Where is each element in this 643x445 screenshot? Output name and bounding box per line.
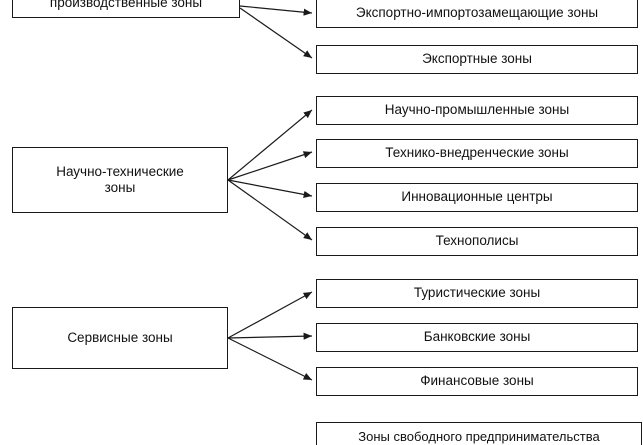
node-service-zones[interactable]	[12, 307, 228, 369]
node-technopolises-label: Технополисы	[435, 233, 519, 249]
node-production-zones[interactable]	[12, 0, 240, 18]
node-scientific-industrial-zones-label: Научно-промышленные зоны	[384, 102, 570, 118]
node-banking-zones[interactable]	[316, 323, 638, 352]
node-export-zones-label: Экспортные зоны	[422, 51, 532, 67]
node-financial-zones[interactable]	[316, 367, 638, 396]
node-scientific-technical-zones-label-line1: Научно-технические	[56, 163, 184, 179]
node-techno-implementation-zones-label: Технико-внедренческие зоны	[385, 145, 569, 161]
node-free-entrepreneurship-zones[interactable]	[316, 422, 642, 445]
node-scientific-technical-zones[interactable]	[12, 147, 228, 213]
node-techno-implementation-zones[interactable]	[316, 139, 638, 168]
connector-service-to-tourist	[228, 292, 312, 338]
connector-production-to-export-import	[240, 6, 312, 13]
node-scientific-technical-zones-label-line2: зоны	[104, 180, 136, 195]
node-export-import-substituting-zones[interactable]	[316, 0, 638, 28]
node-financial-zones-label: Финансовые зоны	[420, 373, 534, 389]
node-free-entrepreneurship-zones-label: Зоны свободного предпринимательства	[358, 428, 600, 444]
connector-scitech-to-techno-impl	[228, 152, 312, 180]
node-innovation-centers[interactable]	[316, 183, 638, 212]
connector-scitech-to-innovation	[228, 180, 312, 196]
connector-production-to-export	[240, 8, 312, 58]
node-service-zones-label: Сервисные зоны	[67, 329, 173, 345]
node-export-import-substituting-zones-label: Экспортно-импортозамещающие зоны	[355, 5, 599, 21]
node-tourist-zones[interactable]	[316, 279, 638, 308]
node-production-zones-label: производственные зоны	[49, 0, 203, 10]
connector-service-to-financial	[228, 338, 312, 380]
connector-scitech-to-technopolises	[228, 180, 312, 240]
connector-scitech-to-sci-industrial	[228, 110, 312, 180]
node-scientific-industrial-zones[interactable]	[316, 96, 638, 125]
node-banking-zones-label: Банковские зоны	[423, 329, 531, 345]
node-innovation-centers-label: Инновационные центры	[401, 189, 553, 205]
node-export-zones[interactable]	[316, 45, 638, 74]
connector-service-to-banking	[228, 336, 312, 338]
node-tourist-zones-label: Туристические зоны	[413, 285, 541, 301]
node-technopolises[interactable]	[316, 227, 638, 256]
